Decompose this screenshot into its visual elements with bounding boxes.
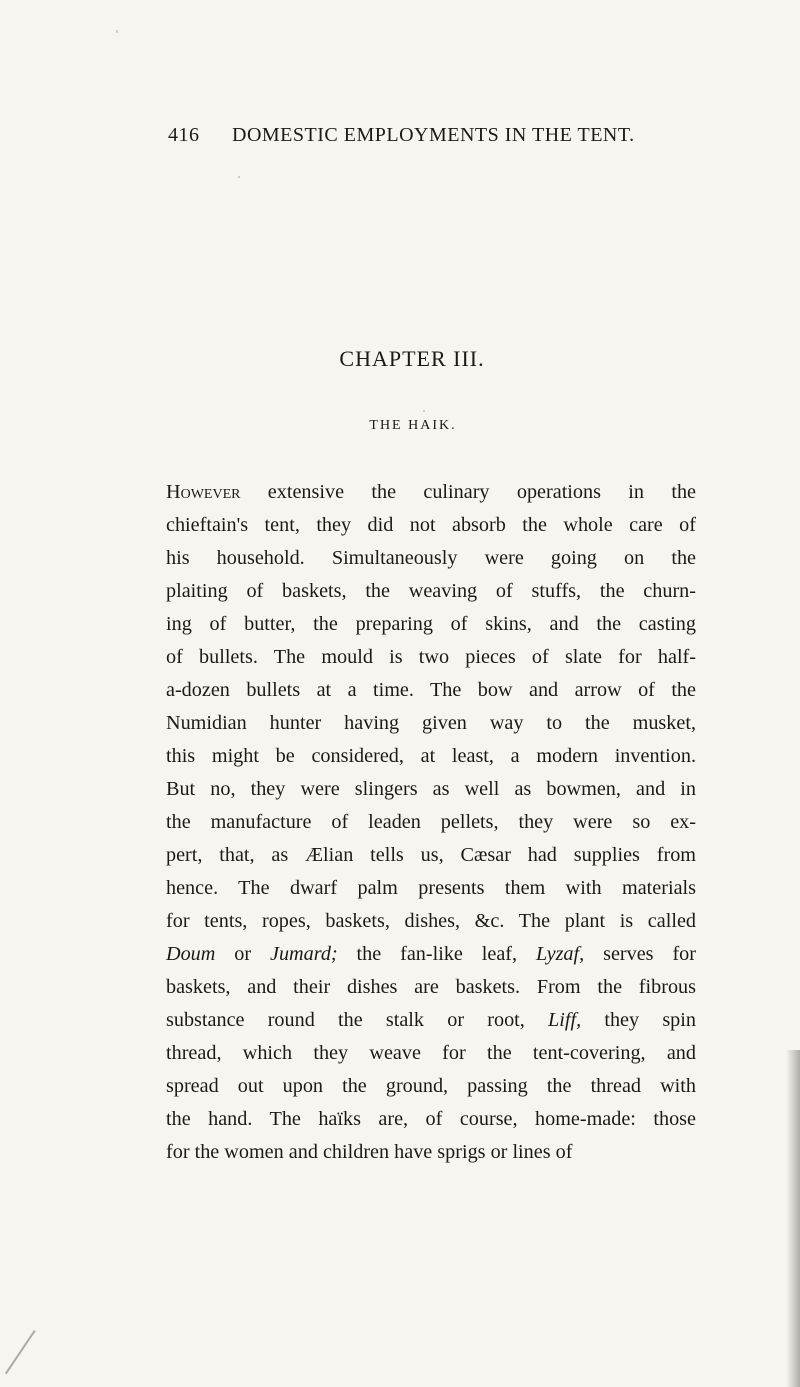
text-line: for tents, ropes, baskets, dishes, &c. The plant is called [166,910,696,932]
pencil-mark [5,1330,36,1374]
text-line [166,938,696,971]
paper-speck [423,410,425,412]
text-line: thread, which they weave for the tent-covering, and [166,1042,696,1064]
text-line [166,476,696,509]
text-fragment: or [215,943,270,965]
text-line: a-dozen bullets at a time. The bow and arrow of the [166,679,696,701]
opening-word: However [166,481,241,503]
term-lyzaf: Lyzaf, [535,943,585,965]
body-paragraph [166,476,696,1169]
text-fragment: substance round the stalk or root, [166,1009,549,1031]
text-line: baskets, and their dishes are baskets. From the fibrous [166,976,696,998]
text-line: But no, they were slingers as well as bowmen, and in [166,778,696,800]
section-title: THE HAIK. [369,418,457,433]
text-line: chieftain's tent, they did not absorb the whole care of [166,514,696,536]
text-line: his household. Simultaneously were going on the [166,547,696,569]
text-line: for the women and children have sprigs or lines of [166,1141,573,1163]
term-doum: Doum [166,943,216,965]
text-fragment: the fan-like leaf, [337,943,536,965]
paper-speck [116,30,118,33]
text-line: of bullets. The mould is two pieces of slate for half- [166,646,696,668]
text-line: plaiting of baskets, the weaving of stuffs, the churn- [166,580,696,602]
text-line [166,1004,696,1037]
running-head: DOMESTIC EMPLOYMENTS IN THE TENT. [232,124,635,146]
page-number: 416 [168,124,200,146]
text-fragment: extensive the culinary operations in the [240,481,696,503]
text-fragment: serves for [584,943,696,965]
text-line: hence. The dwarf palm presents them with materials [166,877,696,899]
page-edge-shadow [786,1050,800,1387]
text-line: Numidian hunter having given way to the musket, [166,712,696,734]
text-line: the hand. The haïks are, of course, home-made: those [166,1108,696,1130]
term-jumard: Jumard; [269,943,338,965]
text-line: this might be considered, at least, a modern invention. [166,745,696,767]
text-line: pert, that, as Ælian tells us, Cæsar had supplies from [166,844,696,866]
chapter-title: CHAPTER III. [339,346,485,371]
paper-speck [238,176,240,178]
page-header [168,124,688,158]
text-line: ing of butter, the preparing of skins, and the casting [166,613,696,635]
text-line: the manufacture of leaden pellets, they were so ex- [166,811,696,833]
text-line: spread out upon the ground, passing the thread with [166,1075,696,1097]
term-liff: Liff, [548,1009,582,1031]
text-fragment: they spin [581,1009,696,1031]
